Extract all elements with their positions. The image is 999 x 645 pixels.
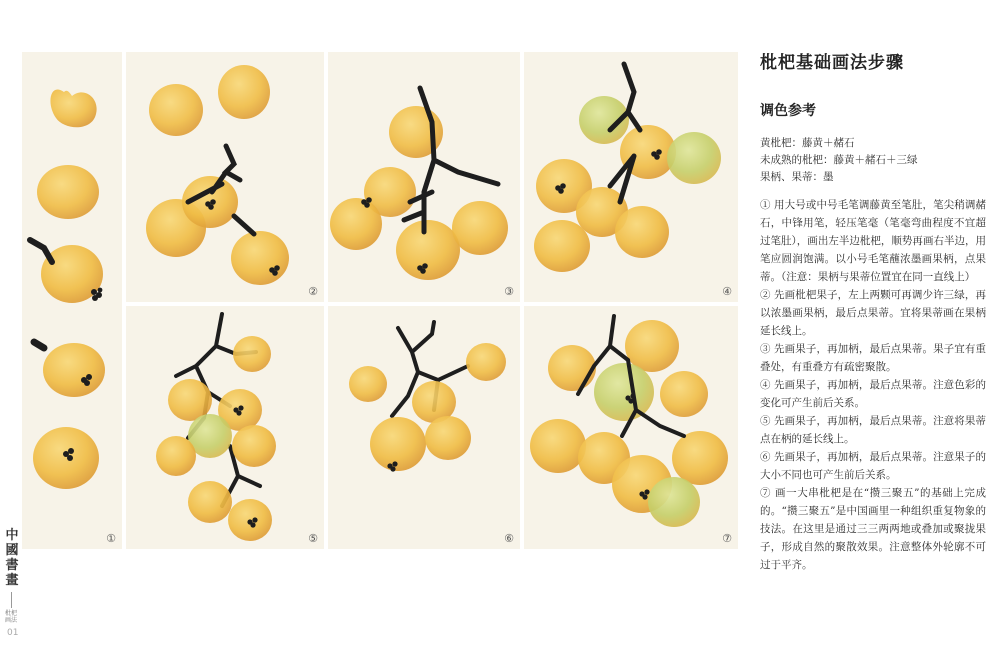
brand-logo: 中國書畫 (5, 528, 19, 588)
color-entry: 黄枇杷：藤黄＋赭石 (760, 137, 855, 149)
loquat-step-2-painting (126, 52, 324, 302)
panel-step-4 (524, 52, 738, 302)
step-text: ① 用大号或中号毛笔调藤黄至笔肚，笔尖稍调赭石，中锋用笔，轻压笔毫（笔毫弯曲程度不宜超过笔肚），画出左半边枇杷，顺势再画右半边，用笔应圆润饱满。以小号毛笔蘸浓墨画果柄，点果蒂。（注意：果柄与果蒂位置宜在同一直线上） (760, 199, 986, 283)
brand-divider (11, 592, 12, 608)
panel-number: ③ (504, 285, 514, 298)
panel-step-3 (328, 52, 520, 302)
panel-number: ④ (722, 285, 732, 298)
panel-step-1 (22, 52, 122, 549)
brand-subtitle: 枇杷画法 (4, 610, 17, 624)
panel-number: ② (308, 285, 318, 298)
panel-number: ⑥ (504, 532, 514, 545)
step-text: ⑦ 画一大串枇杷是在“攒三聚五”的基础上完成的。“攒三聚五”是中国画里一种组织重复物象的技法。在这里是通过三三两两地或叠加或聚拢果子，形成自然的聚散效果。注意整体外轮廓不可过于平齐。 (760, 487, 986, 571)
loquat-step-5-painting (126, 306, 324, 549)
page-title: 枇杷基础画法步骤 (760, 53, 904, 73)
page-number: 01 (7, 628, 19, 638)
step-text: ⑤ 先画果子，再加柄，最后点果蒂。注意将果蒂点在柄的延长线上。 (760, 415, 986, 445)
loquat-step-4-painting (524, 52, 738, 302)
panel-number: ① (106, 532, 116, 545)
steps-list (760, 196, 986, 574)
panel-number: ⑦ (722, 532, 732, 545)
loquat-step-3-painting (328, 52, 520, 302)
loquat-step-7-painting (524, 306, 738, 549)
step-text: ⑥ 先画果子，再加柄，最后点果蒂。注意果子的大小不同也可产生前后关系。 (760, 451, 986, 481)
panel-step-7 (524, 306, 738, 549)
color-entry: 未成熟的枇杷：藤黄＋赭石＋三绿 (760, 154, 918, 166)
panel-step-6 (328, 306, 520, 549)
panel-number: ⑤ (308, 532, 318, 545)
panel-step-5 (126, 306, 324, 549)
loquat-step-6-painting (328, 306, 520, 549)
panel-step-2 (126, 52, 324, 302)
step-text: ④ 先画果子，再加柄，最后点果蒂。注意色彩的变化可产生前后关系。 (760, 379, 986, 409)
section-subtitle: 调色参考 (760, 103, 816, 119)
loquat-step-1-painting (22, 52, 122, 549)
step-text: ② 先画枇杷果子，左上两颗可再调少许三绿，再以浓墨画果柄，最后点果蒂。宜将果蒂画在果柄延长线上。 (760, 289, 986, 337)
color-entry: 果柄、果蒂：墨 (760, 171, 834, 183)
step-text: ③ 先画果子，再加柄，最后点果蒂。果子宜有重叠处，有重叠方有疏密聚散。 (760, 343, 986, 373)
color-reference-list (760, 135, 985, 186)
